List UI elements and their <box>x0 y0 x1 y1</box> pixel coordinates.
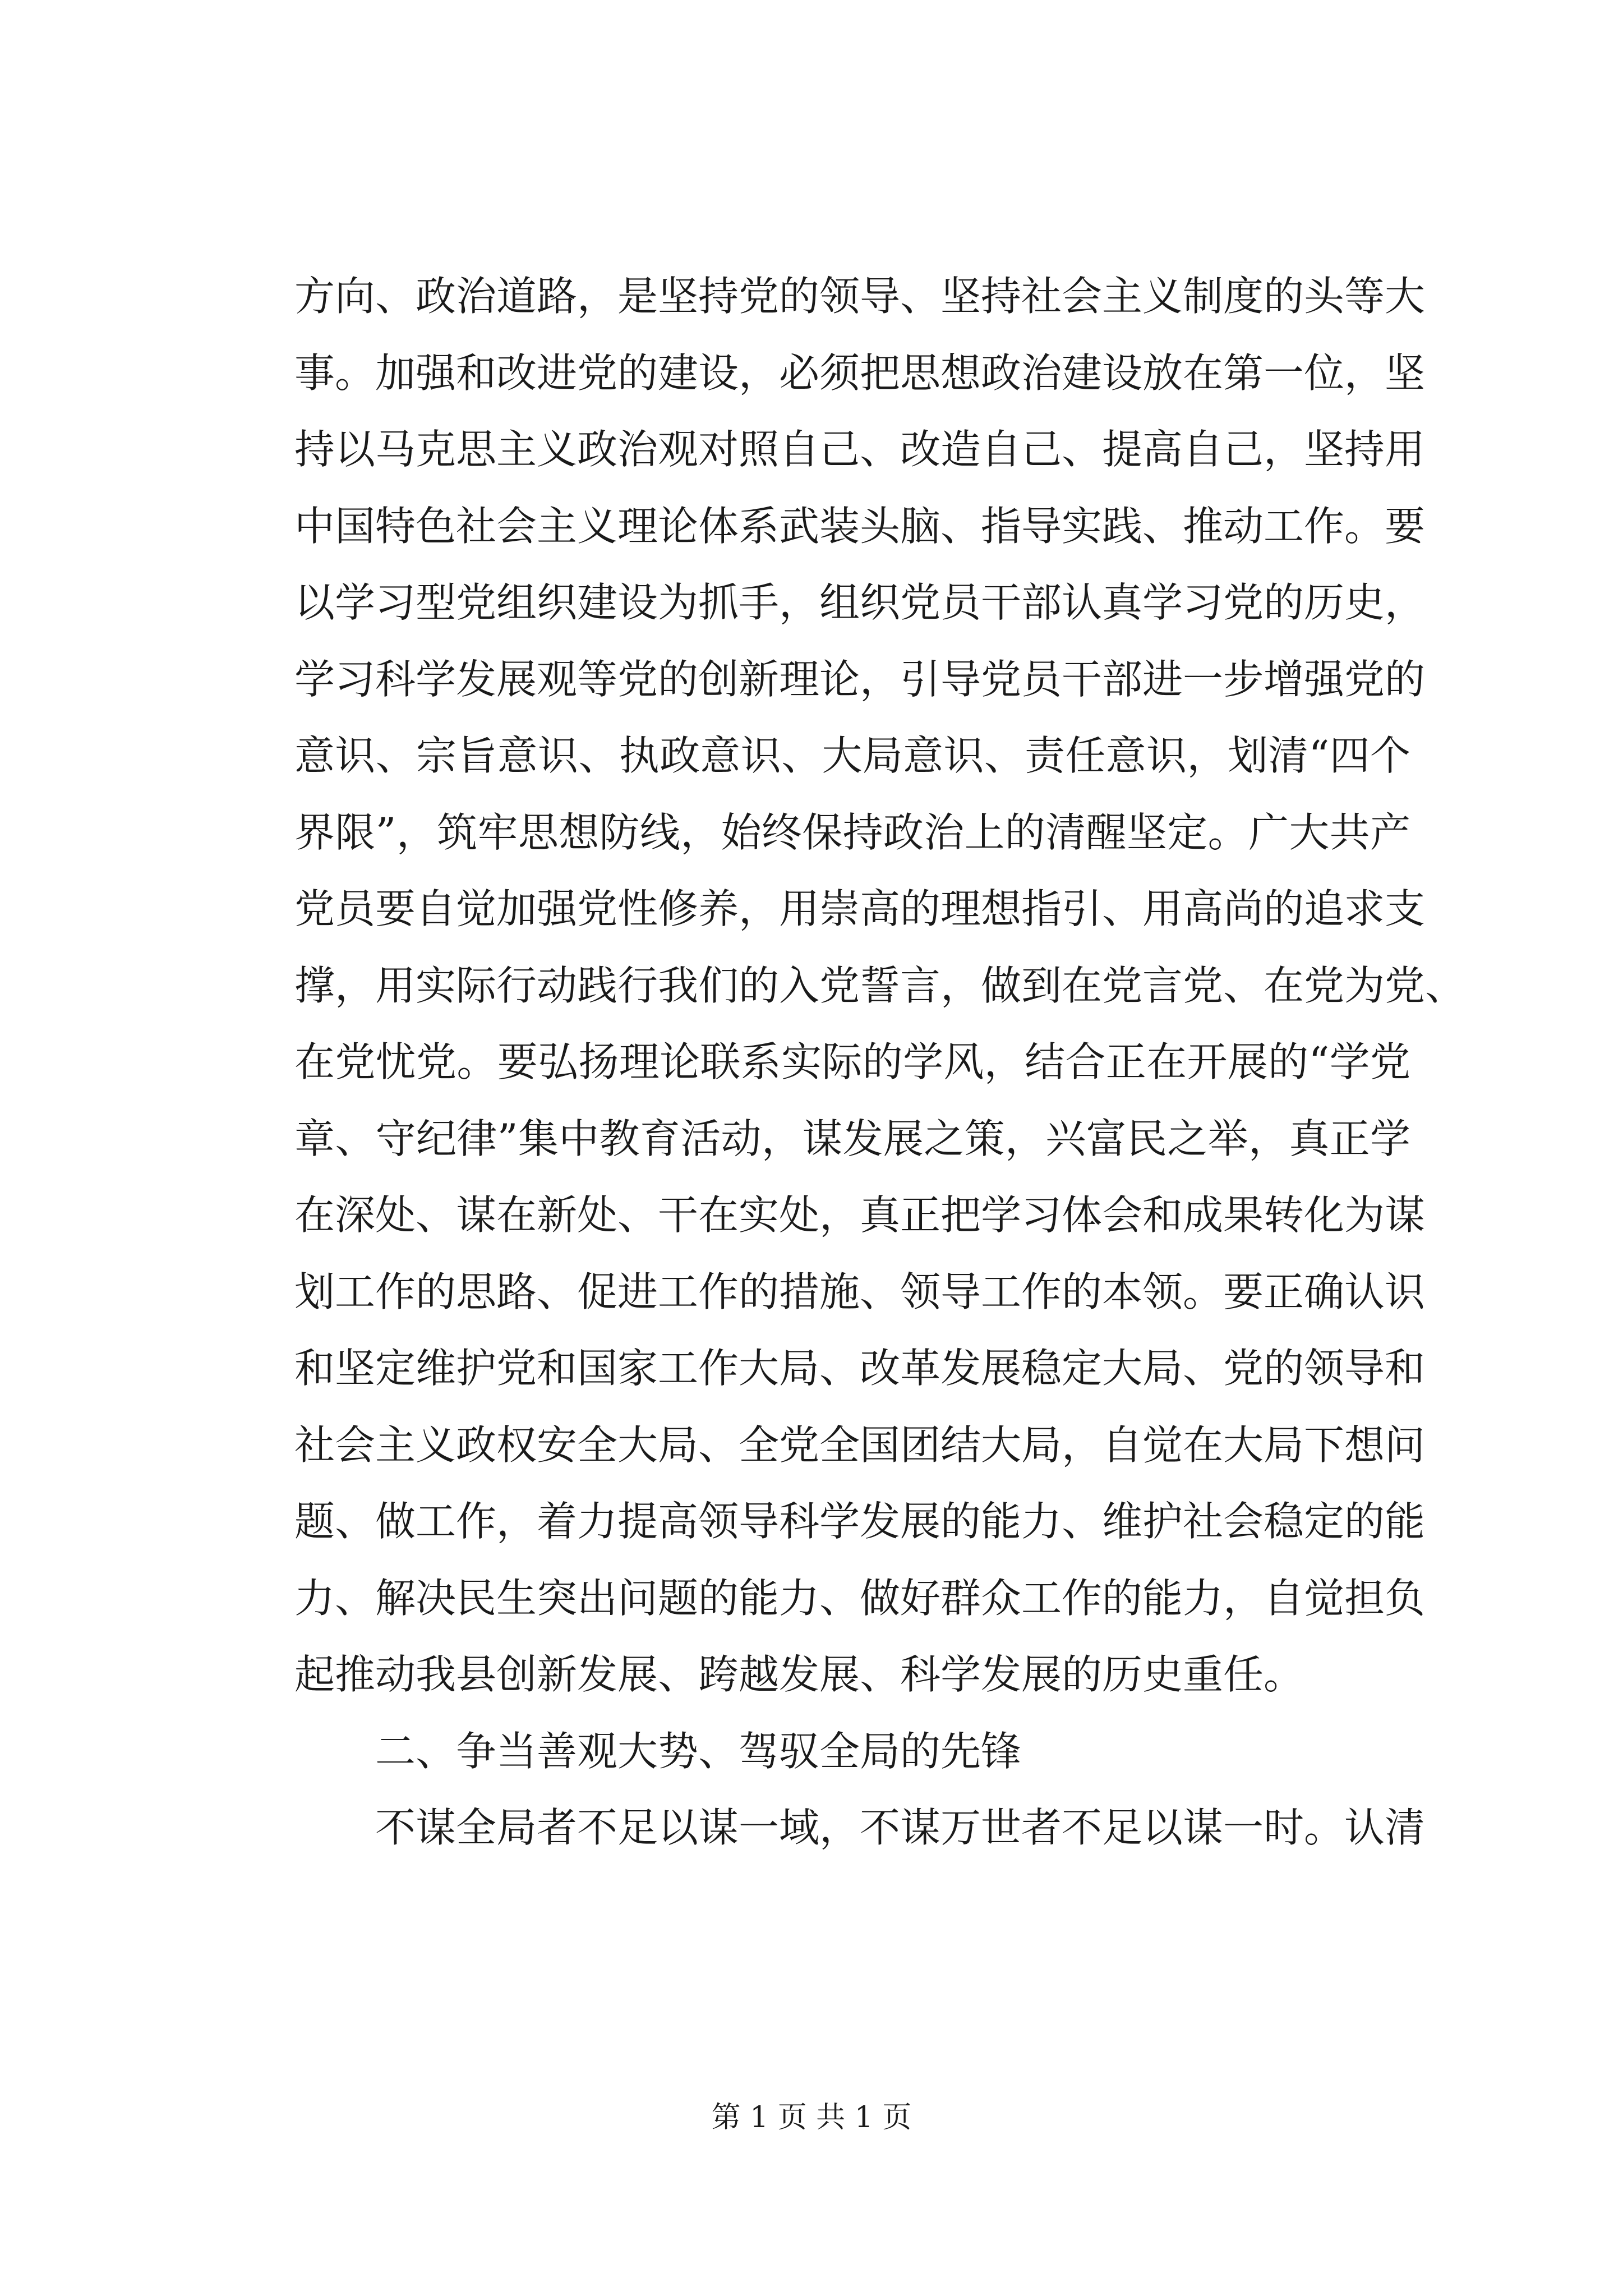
paragraph-line: 中国特色社会主义理论体系武装头脑、指导实践、推动工作。要 <box>294 502 1426 550</box>
paragraph-line: 意识、宗旨意识、执政意识、大局意识、责任意识，划清“四个 <box>294 732 1410 779</box>
paragraph-line: 界限”，筑牢思想防线，始终保持政治上的清醒坚定。广大共产 <box>294 808 1410 856</box>
paragraph-line: 社会主义政权安全大局、全党全国团结大局，自觉在大局下想问 <box>294 1421 1426 1469</box>
paragraph-line: 不谋全局者不足以谋一域，不谋万世者不足以谋一时。认清 <box>375 1804 1426 1851</box>
paragraph-line: 方向、政治道路，是坚持党的领导、坚持社会主义制度的头等大 <box>294 273 1426 320</box>
paragraph-line: 划工作的思路、促进工作的措施、领导工作的本领。要正确认识 <box>294 1268 1426 1315</box>
paragraph-line: 题、做工作，着力提高领导科学发展的能力、维护社会稳定的能 <box>294 1498 1426 1545</box>
paragraph-line: 起推动我县创新发展、跨越发展、科学发展的历史重任。 <box>294 1651 1304 1698</box>
paragraph-line: 章、守纪律”集中教育活动，谋发展之策，兴富民之举，真正学 <box>294 1115 1410 1162</box>
page-footer <box>0 2098 1623 2137</box>
paragraph-line: 党员要自觉加强党性修养，用崇高的理想指引、用高尚的追求支 <box>294 885 1426 932</box>
paragraph-line: 力、解决民生突出问题的能力、做好群众工作的能力，自觉担负 <box>294 1574 1426 1622</box>
section-heading: 二、争当善观大势、驾驭全局的先锋 <box>375 1727 1022 1775</box>
paragraph-line: 在深处、谋在新处、干在实处，真正把学习体会和成果转化为谋 <box>294 1191 1426 1239</box>
paragraph-line: 以学习型党组织建设为抓手，组织党员干部认真学习党的历史， <box>294 579 1426 626</box>
paragraph-line: 撑，用实际行动践行我们的入党誓言，做到在党言党、在党为党、 <box>294 961 1466 1009</box>
page-number-label: 第 1 页 共 1 页 <box>711 2101 912 2134</box>
paragraph-line: 和坚定维护党和国家工作大局、改革发展稳定大局、党的领导和 <box>294 1345 1426 1392</box>
paragraph-line: 持以马克思主义政治观对照自己、改造自己、提高自己，坚持用 <box>294 426 1426 473</box>
paragraph-line: 事。加强和改进党的建设，必须把思想政治建设放在第一位，坚 <box>294 349 1426 397</box>
paragraph-line: 学习科学发展观等党的创新理论，引导党员干部进一步增强党的 <box>294 655 1426 703</box>
paragraph-line: 在党忧党。要弘扬理论联系实际的学风，结合正在开展的“学党 <box>294 1038 1410 1085</box>
body-text <box>294 258 1466 1866</box>
